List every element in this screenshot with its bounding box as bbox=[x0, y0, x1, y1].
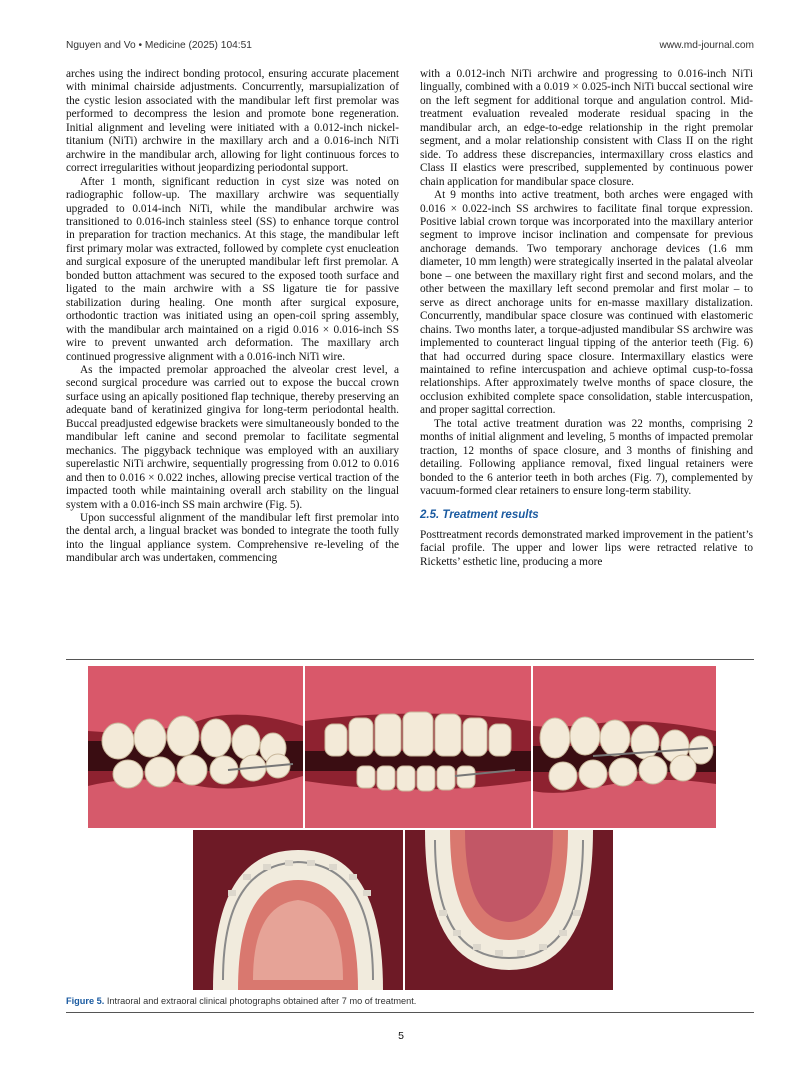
paragraph: At 9 months into active treatment, both arches were engaged with 0.016 × 0.022-inch SS archwires to facilitate final torque expression. Positive labial crown torque was incorporated into the maxillary anterior segment to improve incisor inclination and compensate for previous anchorage demands. Two temporary anchorage devices (1.6 mm diameter, 10 mm length) were strategically inserted in the palatal alveolar bone – one between the maxillary right first and second molars, and the other between the maxillary left second premolar and first molar – to serve as direct anchorage units for en-masse maxillary distalization. Concurrently, mandibular space closure was continued with elastomeric chains. Two months later, a torque-adjusted mandibular SS archwire was implemented to counteract lingual tipping of the anterior teeth (Fig. 6) that had occurred during space closure. Intermaxillary elastics were maintained to refine intercuspation and achieve optimal cusp-to-fossa relationships. After approximately twelve months of space closure, the occlusion exhibited complete space consolidation, stable intercuspation, and proper sagittal correction. bbox=[420, 189, 753, 417]
figure-caption-text: Intraoral and extraoral clinical photographs obtained after 7 mo of treatment. bbox=[106, 996, 417, 1006]
page-number: 5 bbox=[398, 1030, 404, 1042]
mandibular-occlusal-photo bbox=[405, 830, 613, 990]
paragraph: The total active treatment duration was 22 months, comprising 2 months of initial alignment and leveling, 5 months of impacted premolar traction, 12 months of space closure, and 3 months of finishing and detailing. Following appliance removal, fixed lingual retainers were bonded to the 6 anterior teeth in both arches (Fig. 7), complemented by vacuum-formed clear retainers to ensure long-term stability. bbox=[420, 417, 753, 498]
paragraph: Upon successful alignment of the mandibular left first premolar into the dental arch, a lingual bracket was bonded to integrate the tooth fully into the lingual appliance system. Comprehensive re-leveling of the mandibular arch was undertaken, commencing bbox=[66, 511, 399, 565]
figure-label: Figure 5. bbox=[66, 996, 105, 1006]
paragraph: After 1 month, significant reduction in cyst size was noted on radiographic follow-up. The maxillary archwire was sequentially upgraded to 0.014-inch NiTi, while the mandibular archwire was transitioned to 0.016-inch stainless steel (SS) to enhance torque control in preparation for traction mechanics. At this stage, the mandibular left first primary molar was extracted, followed by complete cyst enucleation and surgical exposure of the unerupted mandibular left first premolar. A bonded button attachment was secured to the exposed tooth surface and ligated to the main archwire with a SS ligature tie for passive stabilization during healing. One month after surgical exposure, orthodontic traction was initiated using an open-coil spring assembly, with the mandibular arch maintained on a rigid 0.016 × 0.016-inch SS wire to prevent unwanted arch deformation. The maxillary arch continued progressive alignment with a 0.016-inch NiTi wire. bbox=[66, 175, 399, 363]
section-heading: 2.5. Treatment results bbox=[420, 508, 539, 521]
left-text-column bbox=[66, 68, 399, 566]
frontal-photo bbox=[305, 666, 531, 828]
figure-bottom-rule bbox=[66, 1012, 754, 1013]
running-header-right: www.md-journal.com bbox=[659, 40, 754, 51]
right-text-column bbox=[420, 68, 753, 569]
paragraph: Posttreatment records demonstrated marked improvement in the patient’s facial profile. The upper and lower lips were retracted relative to Ricketts’ esthetic line, producing a more bbox=[420, 528, 753, 568]
running-header-left: Nguyen and Vo • Medicine (2025) 104:51 bbox=[66, 40, 252, 51]
paragraph: As the impacted premolar approached the alveolar crest level, a second surgical procedure was carried out to expose the buccal crown surface using an apically positioned flap technique, thereby preserving an adequate band of keratinized gingiva for long-term periodontal health. Buccal preadjusted edgewise brackets were simultaneously bonded to the mandibular left canine and second premolar to facilitate segmental mechanics. The piggyback technique was employed with an auxiliary superelastic NiTi archwire, sequentially progressing from 0.012 to 0.016 and then to 0.016 × 0.022 inches, allowing precise vertical traction of the impacted tooth while maintaining overall arch stability on the lingual system with a 0.016-inch SS main archwire (Fig. 5). bbox=[66, 363, 399, 511]
paragraph: with a 0.012-inch NiTi archwire and progressing to 0.016-inch NiTi lingually, combined with a 0.019 × 0.025-inch NiTi buccal sectional wire on the left segment for additional torque and angulation control. Mid-treatment evaluation revealed moderate residual spacing in the mandibular arch, an edge-to-edge relationship in the right premolar segment, and a molar relationship consistent with Class II on the right side. To address these discrepancies, intermaxillary cross elastics and Class II elastics were prescribed, supplemented by continuous power chain application for mandibular space closure. bbox=[420, 68, 753, 188]
figure-top-rule bbox=[66, 659, 754, 660]
maxillary-occlusal-photo bbox=[193, 830, 403, 990]
right-buccal-photo bbox=[88, 666, 303, 828]
left-buccal-photo bbox=[533, 666, 716, 828]
figure-caption bbox=[66, 996, 416, 1006]
paragraph: arches using the indirect bonding protocol, ensuring accurate placement with minimal chairside adjustments. Concurrently, marsupialization of the cystic lesion associated with the mandibular left first premolar was performed to decompress the lesion and promote bone regeneration. Initial alignment and leveling were initiated with a 0.012-inch nickel-titanium (NiTi) archwire in the maxillary arch and a 0.016-inch NiTi archwire in the mandibular arch, allowing for light continuous forces to correct irregularities without jeopardizing periodontal support. bbox=[66, 68, 399, 175]
